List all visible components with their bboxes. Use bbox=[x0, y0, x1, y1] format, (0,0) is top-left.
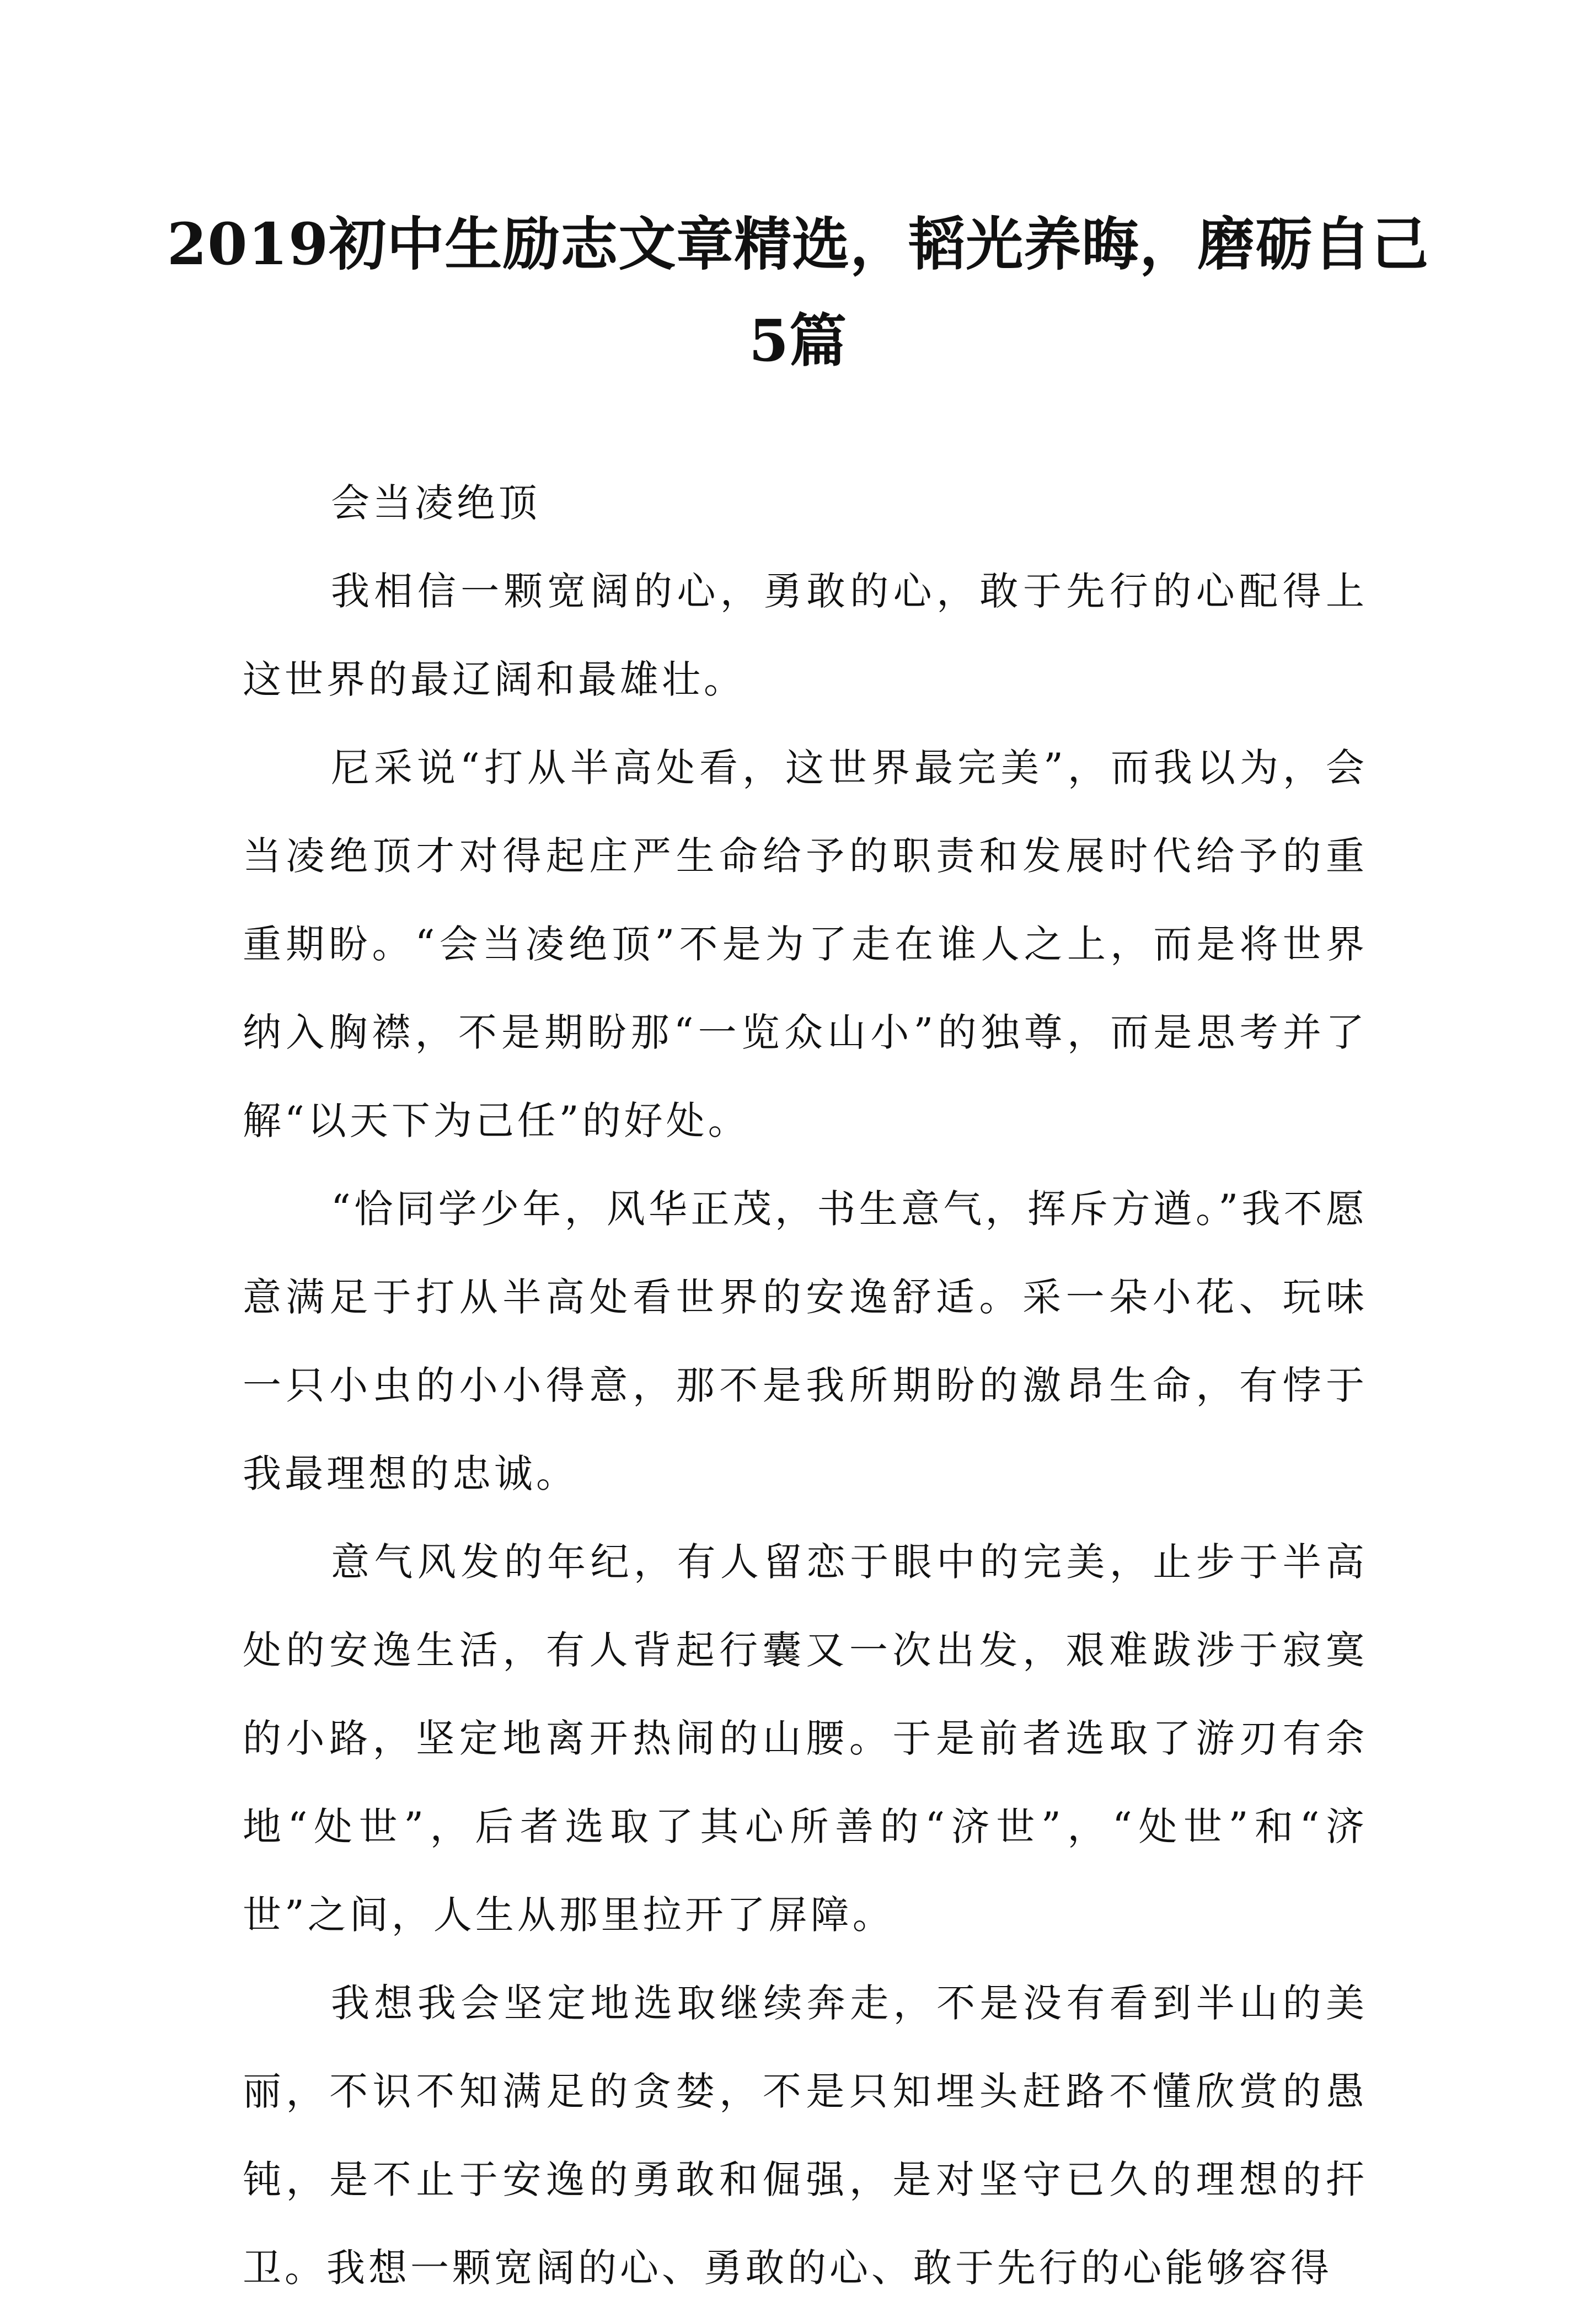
paragraph: 意气风发的年纪，有人留恋于眼中的完美，止步于半高处的安逸生活，有人背起行囊又一次出发，艰难跋涉于寂寞的小路，坚定地离开热闹的山腰。于是前者选取了游刃有余地“处世”，后者选取了其心所善的“济世”，“处世”和“济世”之间，人生从那里拉开了屏障。 bbox=[243, 1539, 1368, 1938]
document-title: 2019初中生励志文章精选，韬光养晦，磨砺自己5篇 bbox=[167, 210, 1429, 374]
section-heading: 会当凌绝顶 bbox=[331, 480, 540, 526]
paragraph: 我想我会坚定地选取继续奔走，不是没有看到半山的美丽，不识不知满足的贪婪，不是只知埋头赶路不懂欣赏的愚钝，是不止于安逸的勇敢和倔强，是对坚守已久的理想的扞卫。我想一颗宽阔的心、勇敢的心、敢于先行的心能够容得 bbox=[243, 1981, 1368, 2290]
paragraph: 尼采说“打从半高处看，这世界最完美”，而我以为，会当凌绝顶才对得起庄严生命给予的职责和发展时代给予的重重期盼。“会当凌绝顶”不是为了走在谁人之上，而是将世界纳入胸襟，不是期盼那“一览众山小”的独尊，而是思考并了解“以天下为己任”的好处。 bbox=[243, 745, 1368, 1143]
paragraph: “恰同学少年，风华正茂，书生意气，挥斥方遒。”我不愿意满足于打从半高处看世界的安逸舒适。采一朵小花、玩味一只小虫的小小得意，那不是我所期盼的激昂生命，有悖于我最理想的忠诚。 bbox=[243, 1186, 1368, 1496]
paragraph: 我相信一颗宽阔的心，勇敢的心，敢于先行的心配得上这世界的最辽阔和最雄壮。 bbox=[243, 569, 1368, 702]
document-body bbox=[243, 459, 1368, 2312]
